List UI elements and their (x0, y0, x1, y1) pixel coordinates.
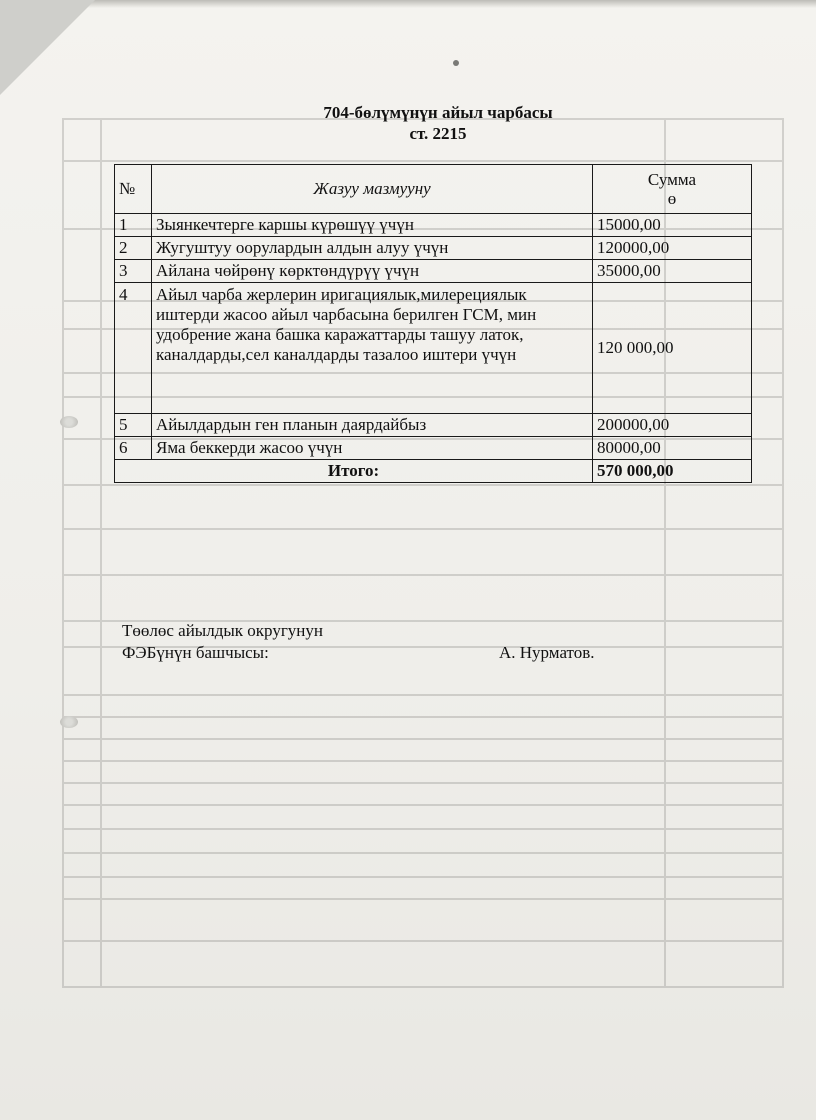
header-sum (593, 165, 752, 214)
row-num: 3 (115, 260, 152, 283)
document-subtitle: ст. 2215 (409, 124, 467, 143)
punch-hole-mark (60, 416, 78, 428)
row-sum: 120000,00 (593, 237, 752, 260)
row-num: 5 (115, 414, 152, 437)
row-sum: 120 000,00 (593, 283, 752, 414)
header-num: № (115, 165, 152, 214)
row-description: Жугуштуу оорулардын алдын алуу үчүн (152, 237, 593, 260)
signature-name: А. Нурматов. (499, 643, 595, 662)
table-row (115, 283, 752, 414)
table-row (115, 414, 752, 437)
row-description: Зыянкечтерге каршы күрөшүү үчүн (152, 214, 593, 237)
row-description: Айлана чөйрөнү көрктөндүрүү үчүн (152, 260, 593, 283)
table-header-row (115, 165, 752, 214)
table-row (115, 214, 752, 237)
row-sum: 200000,00 (593, 414, 752, 437)
table-row (115, 437, 752, 460)
table-total-row (115, 460, 752, 483)
table-row (115, 237, 752, 260)
row-sum: 35000,00 (593, 260, 752, 283)
header-currency: ө (667, 189, 677, 208)
row-sum: 15000,00 (593, 214, 752, 237)
row-num: 2 (115, 237, 152, 260)
signature-line-2: ФЭБүнүн башчысы: (122, 643, 269, 662)
expense-table (114, 164, 752, 483)
row-description: Яма беккерди жасоо үчүн (152, 437, 593, 460)
signature-line-1: Төөлөс айылдык округунун (122, 621, 323, 640)
row-num: 1 (115, 214, 152, 237)
row-sum: 80000,00 (593, 437, 752, 460)
row-description: Айылдардын ген планын даярдайбыз (152, 414, 593, 437)
row-num: 6 (115, 437, 152, 460)
document-title: 704-бөлүмүнүн айыл чарбасы (323, 103, 553, 122)
ink-dot (453, 60, 459, 66)
punch-hole-mark (60, 716, 78, 728)
total-label: Итого: (115, 460, 593, 483)
table-row (115, 260, 752, 283)
header-sum-label: Сумма (647, 170, 697, 189)
row-num: 4 (115, 283, 152, 414)
row-description: Айыл чарба жерлерин иригациялык,милерециялык иштерди жасоо айыл чарбасына берилген ГСМ, мин удобрение жана башка каражаттарды ташуу латок, каналдарды,сел каналдарды тазалоо иштери үчүн (152, 283, 593, 414)
header-description: Жазуу мазмууну (152, 165, 593, 214)
total-value: 570 000,00 (593, 460, 752, 483)
